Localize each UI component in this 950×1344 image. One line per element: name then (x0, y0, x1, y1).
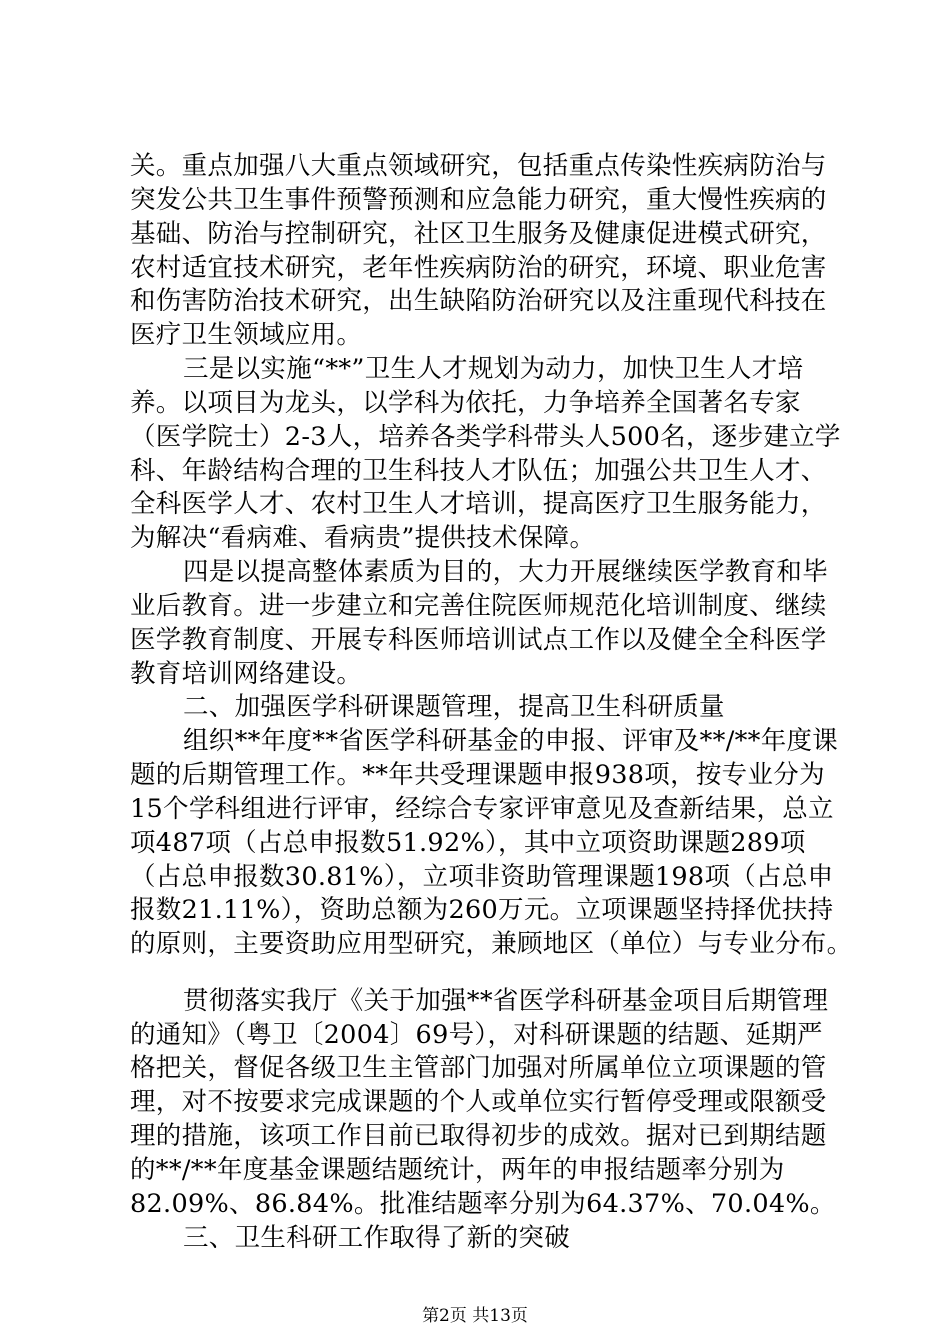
text-line: 全科医学人才、农村卫生人才培训，提高医疗卫生服务能力， (130, 489, 827, 520)
text-line: 基础、防治与控制研究，社区卫生服务及健康促进模式研究， (130, 218, 827, 249)
section-heading: 三、卫生科研工作取得了新的突破 (183, 1222, 571, 1253)
text-line: 农村适宜技术研究，老年性疾病防治的研究，环境、职业危害 (130, 252, 827, 283)
text-line: 题的后期管理工作。**年共受理课题申报938项，按专业分为 (130, 760, 825, 791)
text-line: 格把关，督促各级卫生主管部门加强对所属单位立项课题的管 (130, 1053, 827, 1084)
text-line: 医学教育制度、开展专科医师培训试点工作以及健全全科医学 (130, 624, 827, 655)
text-line: 突发公共卫生事件预警预测和应急能力研究，重大慢性疾病的 (130, 184, 827, 215)
page-footer (0, 1305, 950, 1327)
text-line: 业后教育。进一步建立和完善住院医师规范化培训制度、继续 (130, 590, 827, 621)
text-line: 理，对不按要求完成课题的个人或单位实行暂停受理或限额受 (130, 1087, 827, 1118)
text-line: 教育培训网络建设。 (130, 658, 363, 689)
text-line: 报数21.11%），资助总额为260万元。立项课题坚持择优扶持 (130, 895, 834, 926)
text-line: 82.09%、86.84%。批准结题率分别为64.37%、70.04%。 (130, 1188, 836, 1219)
page-number: 第2页 共13页 (422, 1306, 528, 1326)
paragraph-start: 贯彻落实我厅《关于加强**省医学科研基金项目后期管理 (183, 985, 829, 1016)
text-line: 理的措施，该项工作目前已取得初步的成效。据对已到期结题 (130, 1121, 827, 1152)
section-heading: 二、加强医学科研课题管理，提高卫生科研质量 (183, 692, 725, 723)
paragraph-start: 三是以实施“**”卫生人才规划为动力，加快卫生人才培 (183, 354, 804, 385)
text-line: 关。重点加强八大重点领域研究，包括重点传染性疾病防治与 (130, 151, 827, 181)
text-line: 项487项（占总申报数51.92%），其中立项资助课题289项 (130, 827, 806, 858)
text-line: （占总申报数30.81%），立项非资助管理课题198项（占总申 (130, 861, 834, 892)
text-line: 为解决“看病难、看病贵”提供技术保障。 (130, 523, 596, 554)
text-line: （医学院士）2-3人，培养各类学科带头人500名，逐步建立学 (130, 421, 841, 452)
paragraph-start: 组织**年度**省医学科研基金的申报、评审及**/**年度课 (183, 726, 839, 757)
text-line: 的原则，主要资助应用型研究，兼顾地区（单位）与专业分布。 (130, 929, 853, 960)
text-line: 15个学科组进行评审，经综合专家评审意见及查新结果，总立 (130, 793, 834, 824)
text-line: 的通知》（粤卫〔2004〕69号），对科研课题的结题、延期严 (130, 1019, 823, 1050)
text-line: 养。以项目为龙头，以学科为依托，力争培养全国著名专家 (130, 387, 801, 418)
text-line: 医疗卫生领域应用。 (130, 320, 363, 351)
text-line: 和伤害防治技术研究，出生缺陷防治研究以及注重现代科技在 (130, 286, 827, 317)
text-line: 的**/**年度基金课题结题统计，两年的申报结题率分别为 (130, 1154, 785, 1185)
text-line: 科、年龄结构合理的卫生科技人才队伍；加强公共卫生人才、 (130, 455, 827, 486)
paragraph-start: 四是以提高整体素质为目的，大力开展继续医学教育和毕 (183, 557, 829, 588)
